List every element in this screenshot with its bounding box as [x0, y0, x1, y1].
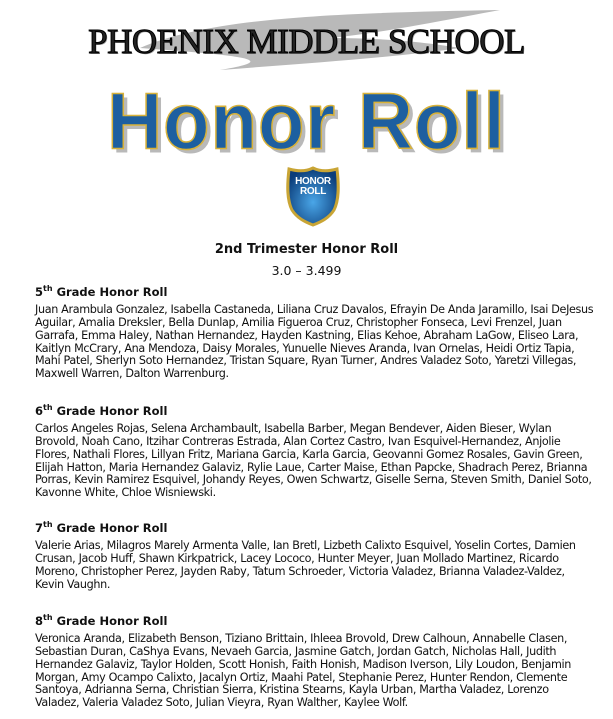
school-name: PHOENIX MIDDLE SCHOOL	[88, 22, 525, 61]
grade-5-section	[35, 284, 595, 381]
name-list: Valerie Arias, Milagros Marely Armenta Valle, Ian Bretl, Lizbeth Calixto Esquivel, Yoselin Cortes, Damien Crusan, Jacob Huff, Shawn Kirkpatrick, Lacey Lococo, Hunter Meyer, Juan Mollado Martinez, Ricardo Moreno, Christopher Perez, Jayden Raby, Tatum Schroeder, Victoria Valadez, Brianna Valadez-Valdez, Kevin Vaughn.	[35, 538, 576, 591]
section-heading: 8th Grade Honor Roll	[35, 613, 168, 628]
name-list: Veronica Aranda, Elizabeth Benson, Tiziano Brittain, Ihleea Brovold, Drew Calhoun, Annabelle Clasen, Sebastian Duran, CaShya Evans, Nevaeh Garcia, Jasmine Gatch, Jordan Gatch, Nicholas Hall, Judith Hernandez Galaviz, Taylor Holden, Scott Honish, Faith Honish, Madison Iverson, Lily Loudon, Benjamin Morgan, Amy Ocampo Calixto, Jacalyn Ortiz, Maahi Patel, Stephanie Perez, Hunter Rendon, Clemente Santoya, Adrianna Serna, Christian Sierra, Kristina Stearns, Kayla Urban, Martha Valadez, Lorenzo Valadez, Valeria Valadez Soto, Julian Vieyra, Ryan Walther, Kaylee Wolf.	[35, 631, 572, 710]
section-heading: 6th Grade Honor Roll	[35, 403, 168, 418]
name-list: Juan Arambula Gonzalez, Isabella Castaneda, Liliana Cruz Davalos, Efrayin De Anda Jaramillo, Isai DeJesus Aguilar, Amalia Dreksler, Bella Dunlap, Amilia Figueroa Cruz, Christopher Fonseca, Levi Frenzel, Juan Garrafa, Emma Haley, Nathan Hernandez, Hayden Kastning, Elias Kehoe, Abraham LaGow, Eliseo Lara, Kaitlyn McCrary, Ana Mendoza, Daisy Morales, Yunuelle Nieves Aranda, Ivan Ornelas, Heidi Ortiz Tapia, Mahi Patel, Sherlyn Soto Hernandez, Tristan Square, Ryan Turner, Andres Valadez Soto, Yaretzi Villegas, Maxwell Warren, Dalton Warrenburg.	[35, 302, 594, 381]
section-heading: 7th Grade Honor Roll	[35, 520, 168, 535]
grade-8-section	[35, 613, 595, 710]
grade-6-section	[35, 403, 595, 500]
section-heading: 5th Grade Honor Roll	[35, 284, 168, 299]
badge-label: HONOR ROLL	[295, 176, 331, 197]
gpa-range: 3.0 – 3.499	[271, 263, 342, 278]
honor-roll-banner: Honor Roll	[107, 76, 506, 167]
page-title: 2nd Trimester Honor Roll	[214, 242, 399, 257]
grade-7-section	[35, 520, 595, 591]
name-list: Carlos Angeles Rojas, Selena Archambault, Isabella Barber, Megan Bendever, Aiden Bieser, Wylan Brovold, Noah Cano, Itzihar Contreras Estrada, Alan Cortez Castro, Ivan Esquivel-Hernandez, Anjolie Flores, Nathali Flores, Lillyan Fritz, Mariana Garcia, Karla Garcia, Geovanni Gomez Rosales, Gavin Green, Elijah Hatton, Maria Hernandez Galaviz, Rylie Laue, Carter Maise, Ethan Papcke, Shadrach Perez, Brianna Porras, Kevin Ramirez Esquivel, Johandy Reyes, Owen Schwartz, Giselle Serna, Steven Smith, Daniel Soto, Kavonne White, Chloe Wisniewski.	[35, 421, 592, 500]
